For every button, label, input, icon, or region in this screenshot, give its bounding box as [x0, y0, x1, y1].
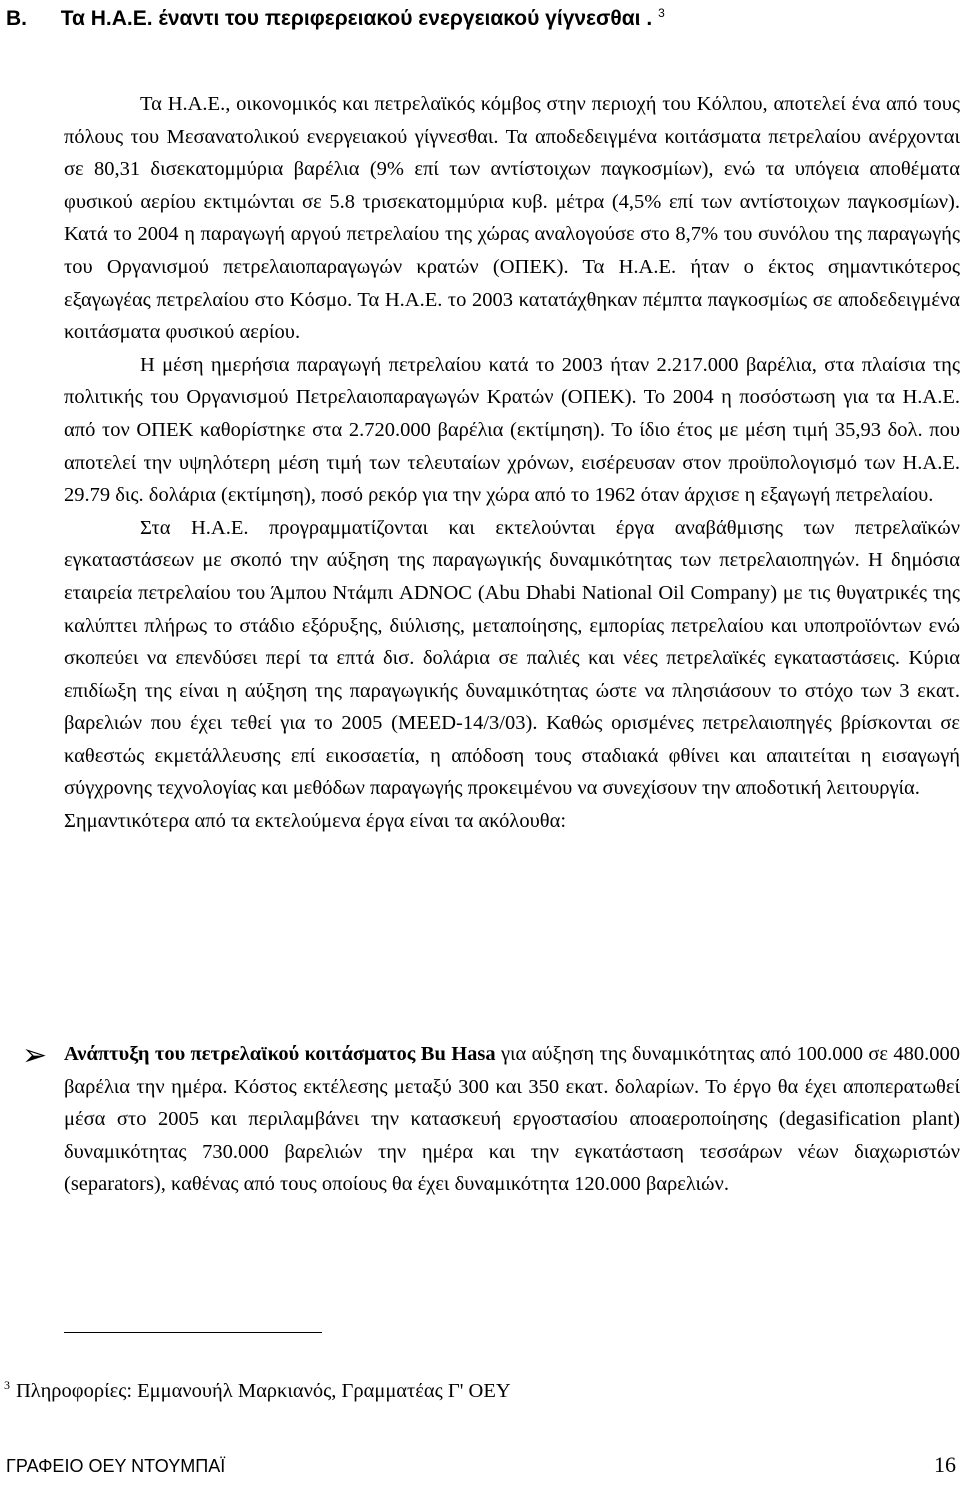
document-page: [4, 0, 960, 1488]
section-title: Τα Η.Α.Ε. έναντι του περιφερειακού ενεργειακού γίγνεσθαι .: [60, 7, 653, 30]
footer-office: ΓΡΑΦΕΙΟ ΟΕΥ ΝΤΟΥΜΠΑΪ: [6, 1456, 226, 1476]
bullet-text: για αύξηση της δυναμικότητας από 100.000 σε 480.000 βαρέλια την ημέρα. Κόστος εκτέλεσης μεταξύ 300 και 350 εκατ. δολαρίων. Το έργο θα έχει αποπερατωθεί μέσα στο 2005 και περιλαμβάνει την κατασκευή εργοστασίου αποαεροποίησης (degasification plant) δυναμικότητας 730.000 βαρελιών την ημέρα και την εγκατάσταση τεσσάρων νέων διαχωριστών (separators), καθένας από τους οποίους θα έχει δυναμικότητα 120.000 βαρελιών.: [64, 1043, 960, 1196]
section-label: Β.: [6, 7, 27, 30]
footnote: [4, 1378, 511, 1403]
bullet-item: [64, 1038, 960, 1201]
arrow-bullet-icon: ➢: [22, 1038, 48, 1073]
footnote-ref: 3: [658, 6, 665, 20]
paragraph-1: Τα Η.Α.Ε., οικονομικός και πετρελαϊκός κόμβος στην περιοχή του Κόλπου, αποτελεί ένα από τους πόλους του Μεσανατολικού ενεργειακού γίγνεσθαι. Τα αποδεδειγμένα κοιτάσματα πετρελαίου ανέρχονται σε 80,31 δισεκατομμύρια βαρέλια (9% επί των αντίστοιχων παγκοσμίων), ενώ τα υπόγεια αποθέματα φυσικού αερίου εκτιμώνται σε 5.8 τρισεκατομμύρια κυβ. μέτρα (4,5% επί των αντίστοιχων παγκοσμίων). Κατά το 2004 η παραγωγή αργού πετρελαίου της χώρας αναλογούσε στο 8,7% του συνόλου της παραγωγής του Οργανισμού πετρελαιοπαραγωγών κρατών (ΟΠΕΚ). Τα Η.Α.Ε. ήταν ο έκτος σημαντικότερος εξαγωγέας πετρελαίου στο Κόσμο. Τα Η.Α.Ε. το 2003 κατατάχθηκαν πέμπτα παγκοσμίως σε αποδεδειγμένα κοιτάσματα φυσικού αερίου.: [64, 93, 960, 344]
paragraph-3: Στα Η.Α.Ε. προγραμματίζονται και εκτελούνται έργα αναβάθμισης των πετρελαϊκών εγκαταστάσεων με σκοπό την αύξηση της παραγωγικής δυναμικότητας των πετρελαιοπηγών. Η δημόσια εταιρεία πετρελαίου του Άμπου Ντάμπι ADNOC (Abu Dhabi National Oil Company) με τις θυγατρικές της καλύπτει πλήρως το στάδιο εξόρυξης, διύλισης, μεταποίησης, εμπορίας πετρελαίου και υποπροϊόντων ενώ σκοπεύει να επενδύσει περί τα επτά δισ. δολάρια σε παλιές και νέες πετρελαϊκές εγκαταστάσεις. Κύρια επιδίωξη της είναι η αύξηση της παραγωγικής δυναμικότητας ώστε να πλησιάσουν το στόχο των 3 εκατ. βαρελιών που έχει τεθεί για το 2005 (MEED-14/3/03). Καθώς ορισμένες πετρελαιοπηγές βρίσκονται σε καθεστώς εκμετάλλευσης επί εικοσαετία, η απόδοση τους σταδιακά φθίνει και απαιτείται η εισαγωγή σύγχρονης τεχνολογίας και μεθόδων παραγωγής προκειμένου να συνεχίσουν την αποδοτική λειτουργία.: [64, 516, 960, 800]
body-text: [64, 88, 960, 838]
bullet-lead: Ανάπτυξη του πετρελαϊκού κοιτάσματος Bu Hasa: [64, 1043, 496, 1065]
footnote-text: Πληροφορίες: Εμμανουήλ Μαρκιανός, Γραμματέας Γ' ΟΕΥ: [16, 1379, 511, 1402]
paragraph-2: Η μέση ημερήσια παραγωγή πετρελαίου κατά το 2003 ήταν 2.217.000 βαρέλια, στα πλαίσια της πολιτικής του Οργανισμού Πετρελαιοπαραγωγών Κρατών (ΟΠΕΚ). Το 2004 η ποσόστωση για τα Η.Α.Ε. από τον ΟΠΕΚ καθορίστηκε στα 2.720.000 βαρέλια (εκτίμηση). Το ίδιο έτος με μέση τιμή 35,93 δολ. που αποτελεί την υψηλότερη μέση τιμή των τελευταίων χρόνων, εισέρευσαν στον προϋπολογισμό των Η.Α.Ε. 29.79 δις. δολάρια (εκτίμηση), ποσό ρεκόρ για την χώρα από το 1962 όταν άρχισε η εξαγωγή πετρελαίου.: [64, 353, 960, 507]
footnote-divider: [64, 1332, 322, 1333]
footnote-number: 3: [4, 1378, 10, 1392]
section-heading: [6, 6, 665, 31]
page-number: 16: [934, 1452, 956, 1477]
paragraph-4: Σημαντικότερα από τα εκτελούμενα έργα είναι τα ακόλουθα:: [64, 810, 567, 833]
